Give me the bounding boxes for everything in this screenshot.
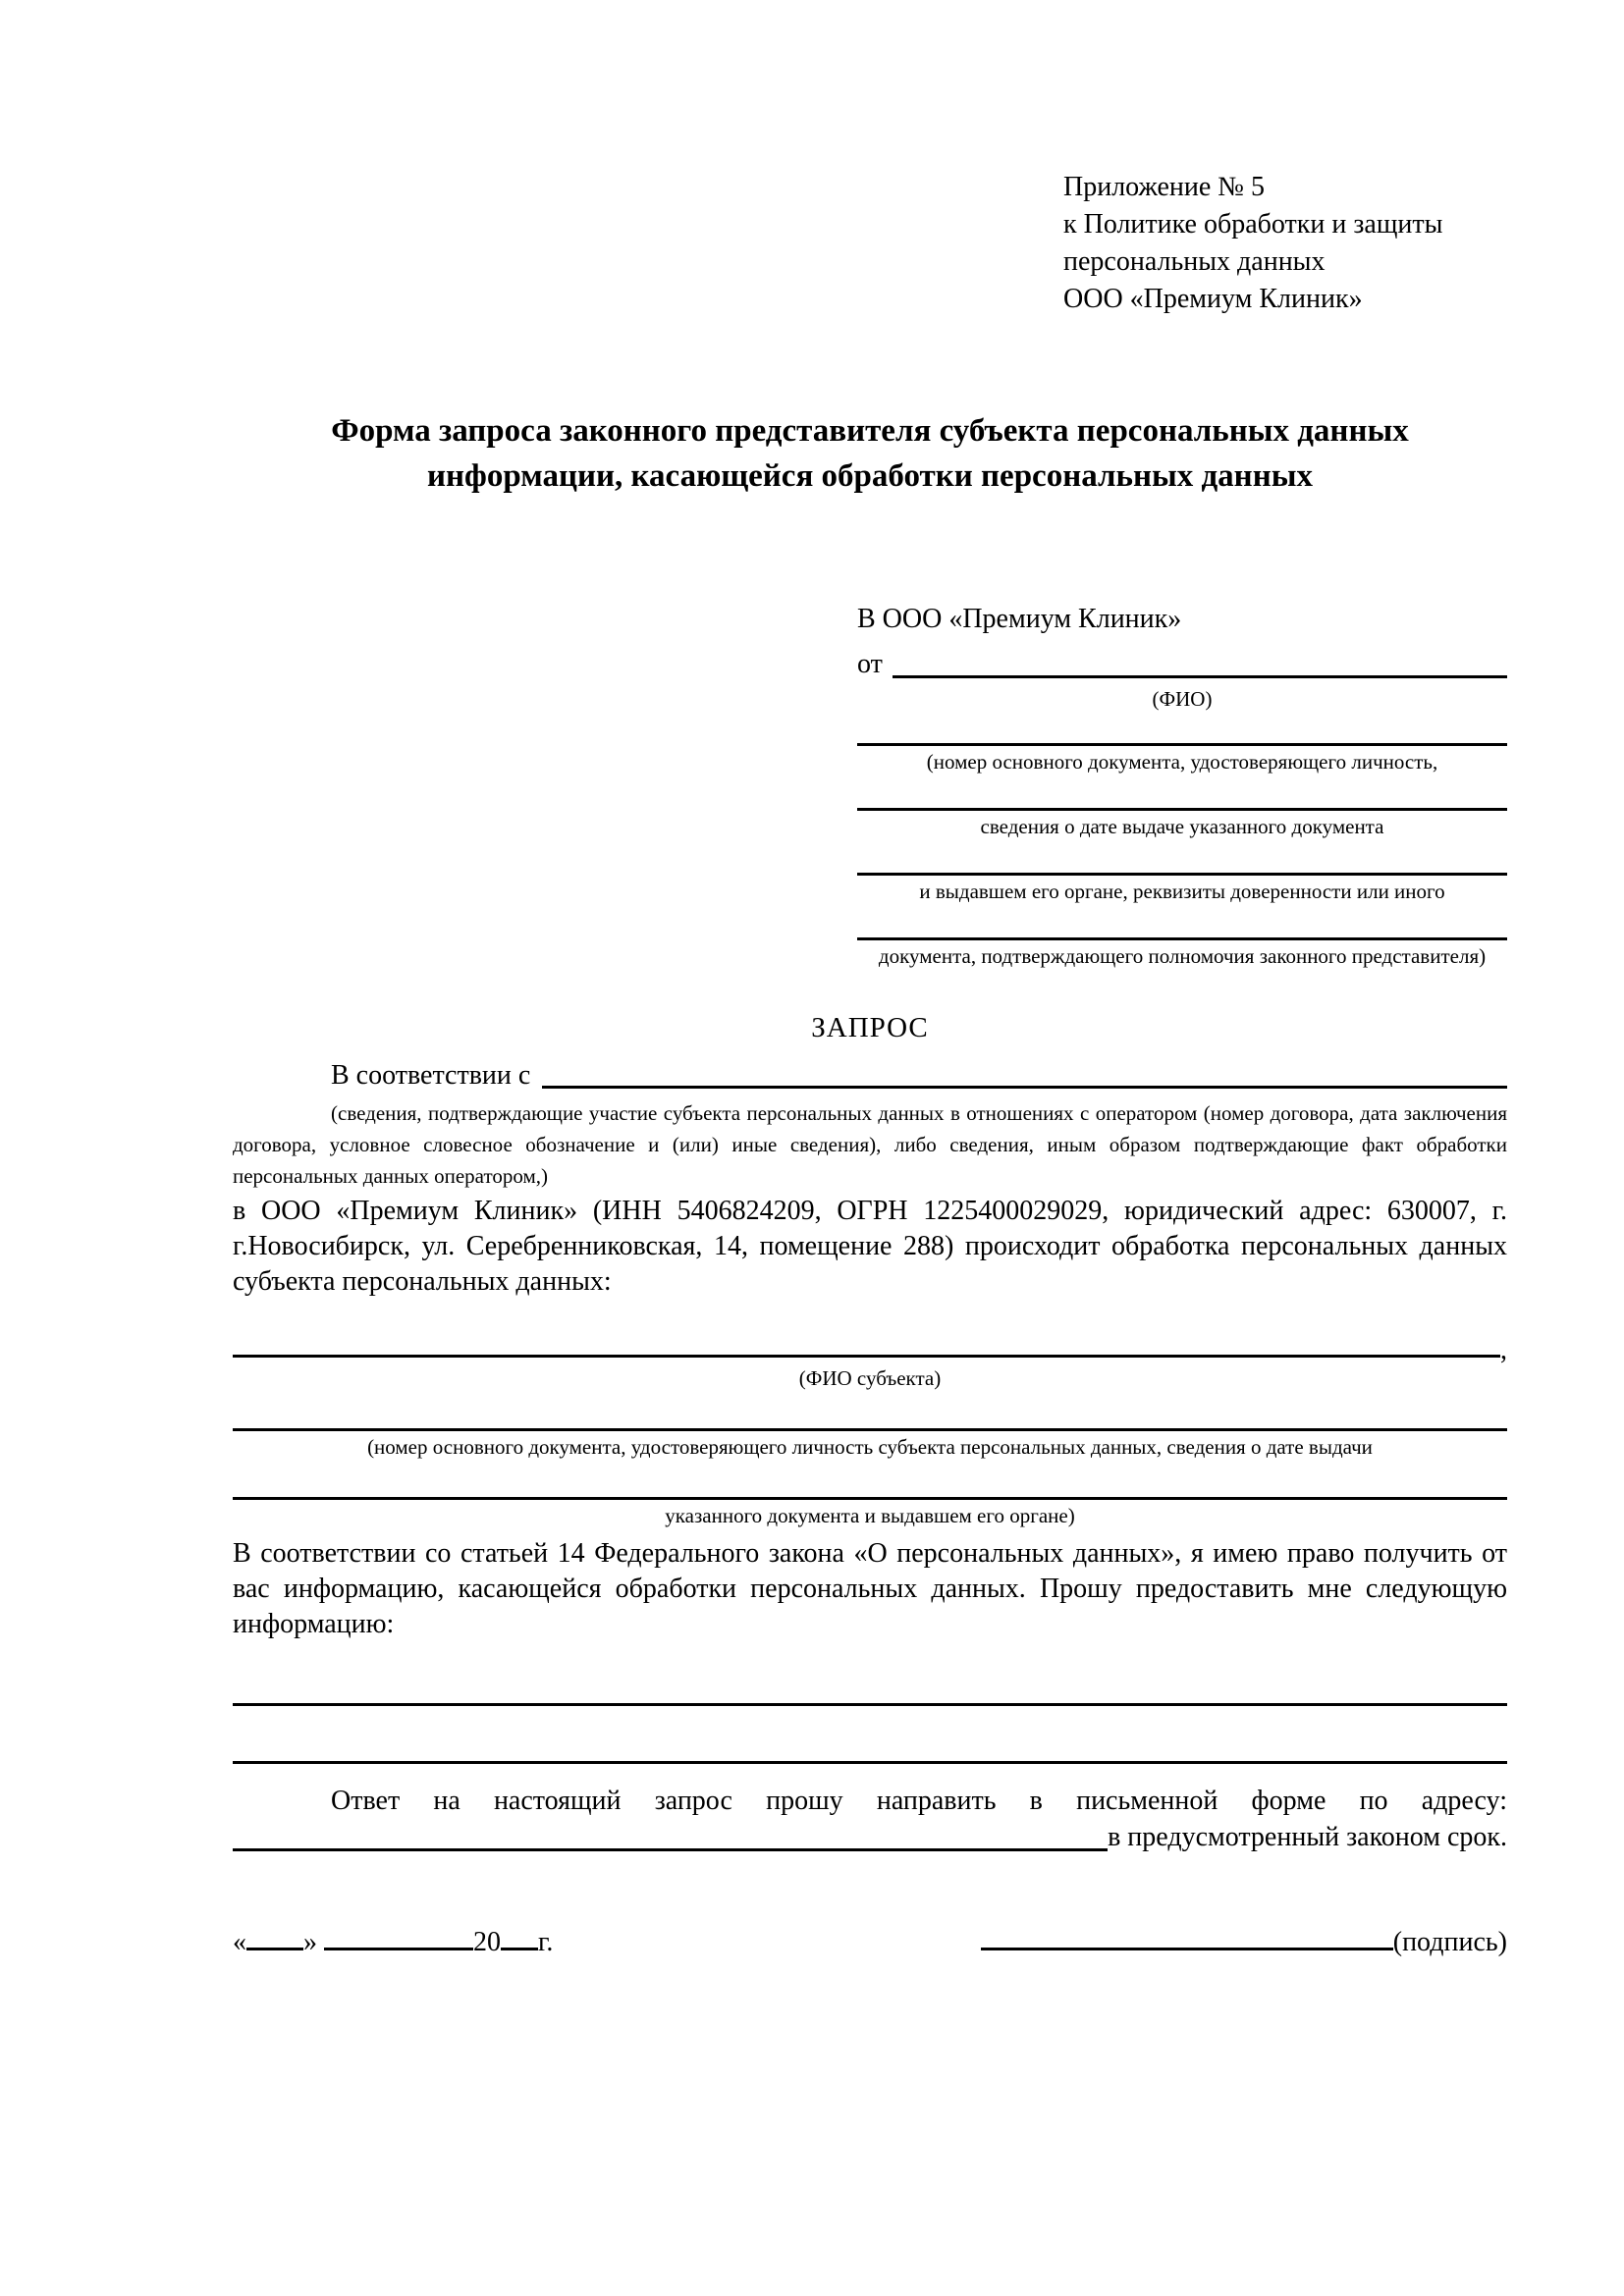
- subject-doc-issue-caption: указанного документа и выдавшем его органе): [665, 1504, 1075, 1527]
- issuing-authority-caption: и выдавшем его органе, реквизиты доверенности или иного: [919, 880, 1445, 903]
- appendix-note-line: к Политике обработки и защиты: [1063, 209, 1443, 240]
- date-year-blank: [501, 1947, 538, 1950]
- signature-caption: (подпись): [1392, 1927, 1507, 1957]
- date-quote-close: »: [303, 1927, 317, 1957]
- date-month-blank: [324, 1947, 473, 1950]
- signature-field: [981, 1927, 1507, 1958]
- subject-fio-caption: (ФИО субъекта): [798, 1366, 942, 1390]
- appendix-note-line: ООО «Премиум Клиник»: [1063, 284, 1363, 314]
- addressee-from-row: [857, 646, 1507, 683]
- addressee-block: [857, 601, 1507, 969]
- appendix-note-line: персональных данных: [1063, 246, 1326, 277]
- operator-paragraph: в ООО «Премиум Клиник» (ИНН 5406824209, ОГРН 1225400029029, юридический адрес: 630007, г. г.Новосибирск, ул. Серебренниковская, 14, помещение 288) происходит обработка персональных данных субъекта персональных данных:: [233, 1196, 1507, 1297]
- subject-fio-row: [233, 1335, 1507, 1365]
- appendix-note-line: Приложение № 5: [1063, 172, 1265, 202]
- law-paragraph: В соответствии со статьей 14 Федерального закона «О персональных данных», я имею право получить от вас информацию, касающейся обработки персональных данных. Прошу предоставить мне следующую информацию:: [233, 1538, 1507, 1639]
- answer-paragraph: Ответ на настоящий запрос прошу направить в письменной форме по адресу:: [331, 1786, 1507, 1816]
- answer-paragraph-tail: в предусмотренный законом срок.: [1108, 1822, 1507, 1852]
- date-field: [233, 1927, 553, 1958]
- subject-doc-caption: (номер основного документа, удостоверяющего личность субъекта персональных данных, сведения о дате выдачи: [367, 1435, 1373, 1459]
- request-heading: ЗАПРОС: [811, 1012, 929, 1043]
- authority-doc-caption: документа, подтверждающего полномочия законного представителя): [878, 944, 1487, 968]
- answer-address-blank-line: [233, 1848, 1108, 1851]
- appendix-note: [1063, 169, 1507, 318]
- accordance-blank-line: [542, 1086, 1507, 1089]
- accordance-lead-text: В соответствии с: [331, 1060, 531, 1091]
- addressee-to: В ООО «Премиум Клиник»: [857, 604, 1182, 634]
- answer-address-row: [233, 1819, 1507, 1856]
- signature-row: [233, 1927, 1507, 1958]
- signature-blank: [981, 1947, 1393, 1950]
- fio-blank-line: [893, 675, 1507, 678]
- subject-doc-blank-line: [233, 1428, 1507, 1431]
- identity-doc-caption: (номер основного документа, удостоверяющего личность,: [926, 750, 1438, 774]
- info-blank-line: [233, 1761, 1507, 1764]
- date-quote-open: «: [233, 1927, 246, 1957]
- authority-doc-blank-line: [857, 937, 1507, 940]
- date-year-suffix: г.: [538, 1927, 554, 1957]
- addressee-from-label: от: [857, 649, 883, 679]
- info-blank-line: [233, 1703, 1507, 1706]
- issue-date-blank-line: [857, 808, 1507, 811]
- subject-fio-comma: ,: [1500, 1335, 1507, 1365]
- document-title: Форма запроса законного представителя субъекта персональных данных информации, касающейся обработки персональных данных: [331, 413, 1409, 494]
- issue-date-caption: сведения о дате выдаче указанного документа: [980, 815, 1384, 838]
- date-year-prefix: 20: [473, 1927, 501, 1957]
- accordance-lead-row: [233, 1058, 1507, 1094]
- subject-fio-blank-line: [233, 1355, 1500, 1358]
- issuing-authority-blank-line: [857, 873, 1507, 876]
- accordance-caption: (сведения, подтверждающие участие субъекта персональных данных в отношениях с оператором (номер договора, дата заключения договора, условное словесное обозначение и (или) иные сведения), либо сведения, иным образом подтверждающие факт обработки персональных данных оператором,): [233, 1101, 1507, 1188]
- identity-doc-blank-line: [857, 743, 1507, 746]
- date-day-blank: [246, 1947, 303, 1950]
- fio-caption: (ФИО): [1152, 687, 1213, 711]
- subject-doc-issue-blank-line: [233, 1497, 1507, 1500]
